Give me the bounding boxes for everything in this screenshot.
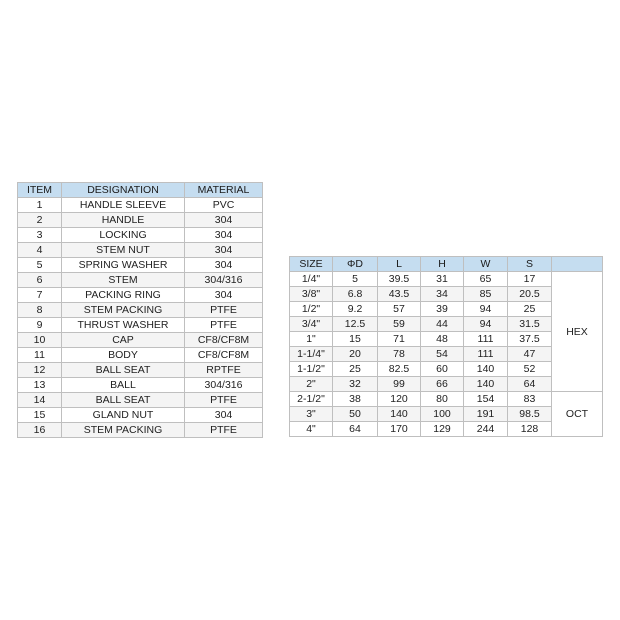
materials-cell: 15 bbox=[18, 408, 62, 423]
materials-cell: 8 bbox=[18, 303, 62, 318]
dimensions-cell: 60 bbox=[421, 362, 464, 377]
materials-cell: 4 bbox=[18, 243, 62, 258]
materials-row bbox=[18, 348, 263, 363]
dimensions-cell: 1/4" bbox=[290, 272, 333, 287]
materials-cell: 304 bbox=[185, 288, 263, 303]
dimensions-cell: 20.5 bbox=[508, 287, 552, 302]
materials-row bbox=[18, 273, 263, 288]
dimensions-cell: 9.2 bbox=[333, 302, 378, 317]
dimensions-cell: 99 bbox=[378, 377, 421, 392]
materials-row bbox=[18, 423, 263, 438]
materials-header-cell: MATERIAL bbox=[185, 183, 263, 198]
dimensions-cell: 244 bbox=[464, 422, 508, 437]
dimensions-cell: 6.8 bbox=[333, 287, 378, 302]
materials-row bbox=[18, 228, 263, 243]
dimensions-cell: 32 bbox=[333, 377, 378, 392]
dimensions-cell: 120 bbox=[378, 392, 421, 407]
dimensions-cell: 52 bbox=[508, 362, 552, 377]
materials-cell: PTFE bbox=[185, 318, 263, 333]
dimensions-cell: 4" bbox=[290, 422, 333, 437]
dimensions-header-cell: H bbox=[421, 257, 464, 272]
dimensions-header-cell: W bbox=[464, 257, 508, 272]
shape-label-cell: OCT bbox=[552, 392, 603, 437]
dimensions-cell: 43.5 bbox=[378, 287, 421, 302]
dimensions-table bbox=[289, 256, 603, 437]
dimensions-cell: 154 bbox=[464, 392, 508, 407]
materials-cell: 1 bbox=[18, 198, 62, 213]
materials-row bbox=[18, 243, 263, 258]
dimensions-header-cell: SIZE bbox=[290, 257, 333, 272]
materials-cell: THRUST WASHER bbox=[62, 318, 185, 333]
materials-row bbox=[18, 408, 263, 423]
dimensions-row bbox=[290, 392, 603, 407]
dimensions-cell: 66 bbox=[421, 377, 464, 392]
dimensions-cell: 140 bbox=[464, 377, 508, 392]
materials-cell: SPRING WASHER bbox=[62, 258, 185, 273]
materials-row bbox=[18, 318, 263, 333]
materials-cell: 304 bbox=[185, 408, 263, 423]
dimensions-cell: 2" bbox=[290, 377, 333, 392]
dimensions-row bbox=[290, 272, 603, 287]
dimensions-cell: 3/4" bbox=[290, 317, 333, 332]
materials-header-cell: ITEM bbox=[18, 183, 62, 198]
dimensions-cell: 140 bbox=[378, 407, 421, 422]
materials-cell: PTFE bbox=[185, 423, 263, 438]
materials-cell: 7 bbox=[18, 288, 62, 303]
materials-row bbox=[18, 258, 263, 273]
dimensions-cell: 85 bbox=[464, 287, 508, 302]
dimensions-cell: 59 bbox=[378, 317, 421, 332]
dimensions-cell: 50 bbox=[333, 407, 378, 422]
dimensions-table-body bbox=[290, 272, 603, 437]
dimensions-cell: 31.5 bbox=[508, 317, 552, 332]
dimensions-cell: 20 bbox=[333, 347, 378, 362]
dimensions-cell: 82.5 bbox=[378, 362, 421, 377]
materials-cell: 6 bbox=[18, 273, 62, 288]
materials-row bbox=[18, 213, 263, 228]
dimensions-cell: 17 bbox=[508, 272, 552, 287]
materials-row bbox=[18, 198, 263, 213]
dimensions-cell: 44 bbox=[421, 317, 464, 332]
dimensions-header-cell: S bbox=[508, 257, 552, 272]
materials-cell: 304/316 bbox=[185, 378, 263, 393]
materials-header-cell: DESIGNATION bbox=[62, 183, 185, 198]
shape-label-cell: HEX bbox=[552, 272, 603, 392]
materials-cell: 2 bbox=[18, 213, 62, 228]
dimensions-cell: 83 bbox=[508, 392, 552, 407]
materials-row bbox=[18, 288, 263, 303]
materials-row bbox=[18, 393, 263, 408]
dimensions-cell: 129 bbox=[421, 422, 464, 437]
dimensions-cell: 3" bbox=[290, 407, 333, 422]
materials-cell: PTFE bbox=[185, 393, 263, 408]
materials-cell: CAP bbox=[62, 333, 185, 348]
dimensions-header-cell: ΦD bbox=[333, 257, 378, 272]
dimensions-cell: 25 bbox=[508, 302, 552, 317]
dimensions-cell: 111 bbox=[464, 332, 508, 347]
materials-cell: 14 bbox=[18, 393, 62, 408]
dimensions-cell: 47 bbox=[508, 347, 552, 362]
dimensions-cell: 94 bbox=[464, 302, 508, 317]
materials-cell: STEM PACKING bbox=[62, 303, 185, 318]
dimensions-cell: 71 bbox=[378, 332, 421, 347]
dimensions-header-cell bbox=[552, 257, 603, 272]
dimensions-cell: 2-1/2" bbox=[290, 392, 333, 407]
materials-cell: BODY bbox=[62, 348, 185, 363]
materials-cell: 304/316 bbox=[185, 273, 263, 288]
dimensions-cell: 65 bbox=[464, 272, 508, 287]
materials-cell: 11 bbox=[18, 348, 62, 363]
materials-cell: BALL bbox=[62, 378, 185, 393]
dimensions-cell: 5 bbox=[333, 272, 378, 287]
dimensions-cell: 38 bbox=[333, 392, 378, 407]
materials-table bbox=[17, 182, 263, 438]
dimensions-cell: 1-1/2" bbox=[290, 362, 333, 377]
materials-cell: RPTFE bbox=[185, 363, 263, 378]
materials-row bbox=[18, 303, 263, 318]
materials-cell: 10 bbox=[18, 333, 62, 348]
materials-cell: STEM bbox=[62, 273, 185, 288]
materials-cell: 304 bbox=[185, 228, 263, 243]
materials-cell: 13 bbox=[18, 378, 62, 393]
dimensions-cell: 140 bbox=[464, 362, 508, 377]
materials-cell: BALL SEAT bbox=[62, 363, 185, 378]
materials-row bbox=[18, 363, 263, 378]
materials-cell: GLAND NUT bbox=[62, 408, 185, 423]
materials-cell: HANDLE bbox=[62, 213, 185, 228]
materials-cell: 304 bbox=[185, 258, 263, 273]
materials-cell: STEM NUT bbox=[62, 243, 185, 258]
dimensions-cell: 3/8" bbox=[290, 287, 333, 302]
dimensions-cell: 191 bbox=[464, 407, 508, 422]
materials-cell: 304 bbox=[185, 213, 263, 228]
dimensions-cell: 37.5 bbox=[508, 332, 552, 347]
materials-cell: CF8/CF8M bbox=[185, 348, 263, 363]
materials-table-body bbox=[18, 198, 263, 438]
materials-cell: 304 bbox=[185, 243, 263, 258]
dimensions-cell: 57 bbox=[378, 302, 421, 317]
dimensions-cell: 15 bbox=[333, 332, 378, 347]
materials-cell: CF8/CF8M bbox=[185, 333, 263, 348]
dimensions-table-header bbox=[290, 257, 603, 272]
materials-cell: PACKING RING bbox=[62, 288, 185, 303]
dimensions-cell: 25 bbox=[333, 362, 378, 377]
materials-cell: 3 bbox=[18, 228, 62, 243]
materials-cell: 5 bbox=[18, 258, 62, 273]
materials-cell: LOCKING bbox=[62, 228, 185, 243]
materials-cell: BALL SEAT bbox=[62, 393, 185, 408]
materials-cell: STEM PACKING bbox=[62, 423, 185, 438]
dimensions-header-cell: L bbox=[378, 257, 421, 272]
dimensions-cell: 128 bbox=[508, 422, 552, 437]
dimensions-cell: 111 bbox=[464, 347, 508, 362]
dimensions-cell: 39 bbox=[421, 302, 464, 317]
materials-cell: 16 bbox=[18, 423, 62, 438]
dimensions-cell: 64 bbox=[508, 377, 552, 392]
dimensions-cell: 54 bbox=[421, 347, 464, 362]
dimensions-cell: 34 bbox=[421, 287, 464, 302]
dimensions-cell: 78 bbox=[378, 347, 421, 362]
materials-row bbox=[18, 378, 263, 393]
dimensions-cell: 100 bbox=[421, 407, 464, 422]
materials-cell: PTFE bbox=[185, 303, 263, 318]
dimensions-cell: 1" bbox=[290, 332, 333, 347]
dimensions-cell: 1/2" bbox=[290, 302, 333, 317]
dimensions-cell: 12.5 bbox=[333, 317, 378, 332]
dimensions-cell: 98.5 bbox=[508, 407, 552, 422]
dimensions-cell: 170 bbox=[378, 422, 421, 437]
dimensions-cell: 39.5 bbox=[378, 272, 421, 287]
dimensions-cell: 80 bbox=[421, 392, 464, 407]
materials-cell: PVC bbox=[185, 198, 263, 213]
dimensions-cell: 94 bbox=[464, 317, 508, 332]
dimensions-cell: 1-1/4" bbox=[290, 347, 333, 362]
dimensions-cell: 64 bbox=[333, 422, 378, 437]
materials-cell: 9 bbox=[18, 318, 62, 333]
materials-cell: HANDLE SLEEVE bbox=[62, 198, 185, 213]
materials-cell: 12 bbox=[18, 363, 62, 378]
dimensions-cell: 48 bbox=[421, 332, 464, 347]
dimensions-cell: 31 bbox=[421, 272, 464, 287]
materials-table-header bbox=[18, 183, 263, 198]
materials-row bbox=[18, 333, 263, 348]
